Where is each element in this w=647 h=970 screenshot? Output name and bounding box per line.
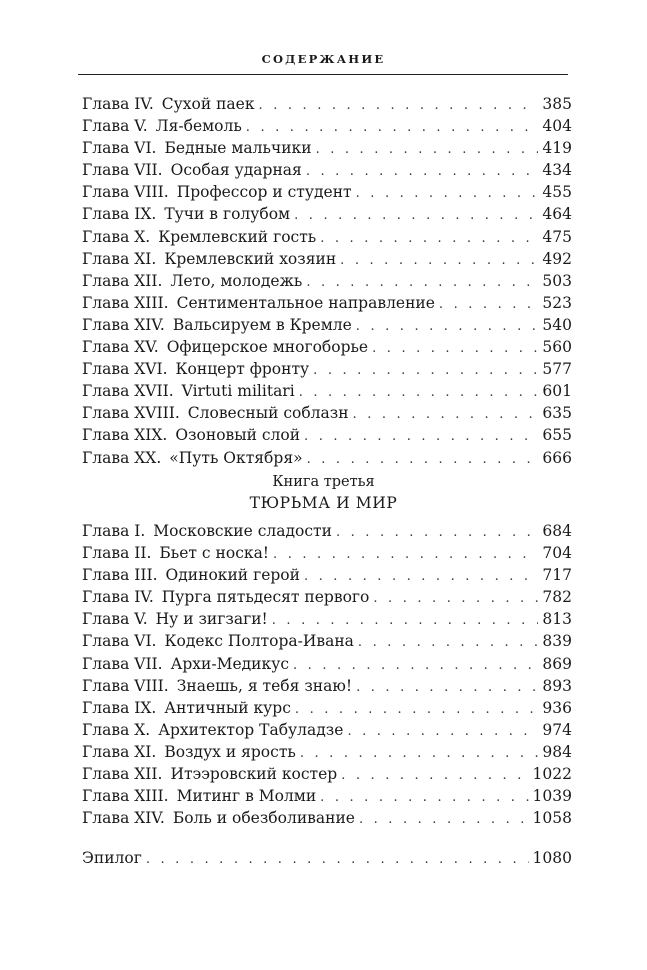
page-number: 523: [542, 293, 572, 312]
leader-dots: [356, 677, 538, 699]
leader-dots: [273, 544, 538, 566]
chapter-title: Митинг в Молми: [176, 787, 317, 806]
chapter-title: Боль и обезболивание: [172, 809, 355, 828]
page-number: 813: [542, 610, 572, 629]
chapter-title: Кремлевский хозяин: [164, 249, 337, 268]
page-number: 869: [542, 654, 572, 673]
leader-dots: [299, 382, 539, 404]
entry-label: [82, 159, 302, 181]
toc-epilogue: [82, 847, 572, 869]
leader-dots: [336, 522, 538, 544]
toc-entry[interactable]: [82, 380, 572, 402]
entry-page: 1080: [532, 849, 572, 867]
chapter-title: Кремлевский гость: [158, 227, 317, 246]
chapter-title: Лето, молодежь: [170, 271, 303, 290]
page-number: 893: [542, 676, 572, 695]
chapter-title: Вальсируем в Кремле: [172, 315, 352, 334]
book-subtitle: Книга третья: [272, 474, 375, 490]
toc-entry[interactable]: [82, 358, 572, 380]
toc-entry[interactable]: [82, 447, 572, 469]
chapter-title: Бьет с носка!: [159, 544, 270, 563]
leader-dots: [300, 743, 539, 765]
chapter-title: Архитектор Табуладзе: [158, 720, 344, 739]
page-number: 601: [542, 382, 572, 401]
chapter-number: Глава XVII.: [82, 382, 174, 401]
entry-label: [82, 785, 316, 807]
entry-label: [82, 336, 368, 358]
page-number: 635: [542, 404, 572, 423]
page-number: 655: [542, 426, 572, 445]
chapter-number: Глава XI.: [82, 742, 157, 761]
page-number: 1022: [532, 765, 572, 784]
entry-label: [82, 314, 352, 336]
entry-label: [82, 115, 242, 137]
page-number: 434: [542, 161, 572, 180]
toc-entry[interactable]: [82, 697, 572, 719]
book-title: ТЮРЬМА И МИР: [249, 494, 398, 512]
page-number: 404: [542, 117, 572, 136]
chapter-title: Знаешь, я тебя знаю!: [176, 676, 353, 695]
page-number: 782: [542, 588, 572, 607]
chapter-title: Словесный соблазн: [187, 404, 349, 423]
toc-section-book3: [82, 520, 572, 829]
leader-dots: [320, 228, 538, 250]
entry-label: [82, 520, 332, 542]
page-number: 419: [542, 139, 572, 158]
entry-label: [82, 248, 336, 270]
entry-label: [82, 675, 352, 697]
chapter-title: Ля-бемоль: [155, 117, 242, 136]
toc-entry[interactable]: [82, 181, 572, 203]
chapter-title: Московские сладости: [153, 522, 332, 540]
chapter-title: Озоновый слой: [175, 426, 301, 445]
toc-entry[interactable]: [82, 270, 572, 292]
page-number: 839: [542, 632, 572, 651]
leader-dots: [259, 95, 539, 117]
page-number: 455: [542, 183, 572, 202]
page-number: 984: [542, 742, 572, 761]
chapter-number: Глава II.: [82, 544, 152, 563]
header-divider: [78, 74, 568, 75]
chapter-number: Глава V.: [82, 610, 148, 629]
entry-label: [82, 424, 300, 446]
toc-entry[interactable]: [82, 564, 572, 586]
entry-label: [82, 542, 269, 564]
entry-label: [82, 653, 289, 675]
leader-dots: [356, 316, 539, 338]
leader-dots: [146, 849, 529, 871]
entry-label: [82, 292, 435, 314]
chapter-title: Итээровский костер: [170, 765, 338, 784]
chapter-title: Профессор и студент: [176, 183, 352, 202]
page-number: 1058: [532, 809, 572, 828]
leader-dots: [306, 161, 539, 183]
chapter-number: Глава IV.: [82, 95, 154, 113]
chapter-number: Глава X.: [82, 720, 151, 739]
chapter-number: Глава IX.: [82, 205, 157, 224]
chapter-number: Глава XX.: [82, 448, 162, 467]
chapter-number: Глава IV.: [82, 588, 154, 607]
leader-dots: [306, 272, 538, 294]
toc-entry[interactable]: [82, 402, 572, 424]
chapter-number: Глава XVI.: [82, 360, 168, 379]
leader-dots: [246, 117, 539, 139]
toc-entry[interactable]: [82, 807, 572, 829]
entry-label: [82, 137, 312, 159]
leader-dots: [316, 139, 539, 161]
toc-entry[interactable]: [82, 336, 572, 358]
page-number: 684: [542, 522, 572, 540]
entry-label: [82, 608, 268, 630]
page-number: 717: [542, 566, 572, 585]
chapter-number: Глава V.: [82, 117, 148, 136]
entry-label: [82, 447, 303, 469]
toc-entry[interactable]: [82, 159, 572, 181]
entry-label: [82, 402, 349, 424]
chapter-number: Глава VIII.: [82, 183, 169, 202]
entry-label: [82, 763, 337, 785]
chapter-number: Глава X.: [82, 227, 151, 246]
chapter-title: Архи-Медикус: [170, 654, 290, 673]
page-number: 464: [542, 205, 572, 224]
chapter-title: Офицерское многоборье: [166, 338, 369, 357]
leader-dots: [320, 787, 528, 809]
entry-label: [82, 697, 291, 719]
leader-dots: [358, 632, 539, 654]
chapter-number: Глава XVIII.: [82, 404, 180, 423]
toc-entry[interactable]: [82, 248, 572, 270]
chapter-title: Кодекс Полтора-Ивана: [164, 632, 354, 651]
leader-dots: [304, 426, 538, 448]
chapter-title: Сентиментальное направление: [176, 293, 435, 312]
chapter-number: Глава XIV.: [82, 809, 165, 828]
entry-label: [82, 630, 354, 652]
entry-label: [82, 380, 295, 402]
entry-label: [82, 226, 316, 248]
chapter-title: Одинокий герой: [165, 566, 300, 585]
toc-entry-epilogue[interactable]: [82, 847, 572, 869]
toc-entry[interactable]: [82, 115, 572, 137]
page-number: 1039: [532, 787, 572, 806]
page-number: 475: [542, 227, 572, 246]
page-number: 974: [542, 720, 572, 739]
leader-dots: [295, 699, 539, 721]
toc-entry[interactable]: [82, 137, 572, 159]
chapter-number: Глава VII.: [82, 161, 163, 180]
chapter-number: Глава IX.: [82, 698, 157, 717]
chapter-number: Глава VI.: [82, 139, 157, 158]
page-number: 560: [542, 338, 572, 357]
toc-entry[interactable]: [82, 542, 572, 564]
toc-entry[interactable]: [82, 630, 572, 652]
chapter-number: Глава I.: [82, 522, 146, 540]
chapter-number: Глава XIII.: [82, 293, 169, 312]
entry-label: [82, 719, 343, 741]
entry-label: [82, 586, 369, 608]
chapter-title: Тучи в голубом: [164, 205, 291, 224]
chapter-number: Глава XIII.: [82, 787, 169, 806]
page-number: 936: [542, 698, 572, 717]
toc-section-book2: [82, 93, 572, 469]
toc-entry[interactable]: [82, 203, 572, 225]
chapter-title: Особая ударная: [170, 161, 302, 180]
leader-dots: [353, 404, 539, 426]
leader-dots: [347, 721, 538, 743]
page-number: 385: [542, 95, 572, 113]
leader-dots: [313, 360, 538, 382]
toc-entry[interactable]: [82, 719, 572, 741]
chapter-title: Бедные мальчики: [164, 139, 312, 158]
entry-label: [82, 741, 296, 763]
leader-dots: [356, 183, 539, 205]
leader-dots: [294, 205, 538, 227]
page-number: 577: [542, 360, 572, 379]
page-number: 503: [542, 271, 572, 290]
chapter-title: Ну и зигзаги!: [155, 610, 268, 629]
chapter-number: Глава XIV.: [82, 315, 165, 334]
toc-entry[interactable]: [82, 520, 572, 542]
leader-dots: [304, 566, 538, 588]
chapter-number: Глава XIX.: [82, 426, 168, 445]
chapter-title: Античный курс: [164, 698, 291, 717]
leader-dots: [359, 809, 529, 831]
entry-label: [82, 270, 302, 292]
chapter-title: Сухой паек: [161, 95, 255, 113]
chapter-number: Глава VII.: [82, 654, 163, 673]
chapter-number: Глава XV.: [82, 338, 159, 357]
entry-label: [82, 358, 309, 380]
toc-entry[interactable]: [82, 785, 572, 807]
chapter-title: Пурга пятьдесят первого: [161, 588, 370, 607]
chapter-title: Воздух и ярость: [164, 742, 296, 761]
entry-label: [82, 181, 352, 203]
toc-entry[interactable]: [82, 653, 572, 675]
chapter-number: Глава VIII.: [82, 676, 169, 695]
entry-label: [82, 807, 355, 829]
chapter-title: Концерт фронту: [175, 360, 310, 379]
page-number: 704: [542, 544, 572, 563]
leader-dots: [341, 765, 528, 787]
chapter-number: Глава XII.: [82, 765, 163, 784]
toc-entry[interactable]: [82, 741, 572, 763]
chapter-title: «Путь Октября»: [169, 448, 303, 467]
entry-label: [82, 203, 290, 225]
leader-dots: [439, 294, 538, 316]
toc-entry[interactable]: [82, 763, 572, 785]
toc-entry[interactable]: [82, 608, 572, 630]
leader-dots: [293, 655, 538, 677]
toc-entry[interactable]: [82, 424, 572, 446]
entry-label: [82, 93, 255, 115]
leader-dots: [372, 338, 538, 360]
entry-label: [82, 564, 300, 586]
page-number: 540: [542, 315, 572, 334]
page-number: 492: [542, 249, 572, 268]
leader-dots: [340, 250, 538, 272]
chapter-number: Глава XI.: [82, 249, 157, 268]
entry-title: Эпилог: [82, 849, 142, 867]
leader-dots: [272, 610, 539, 632]
toc-entry[interactable]: [82, 226, 572, 248]
toc-entry[interactable]: [82, 292, 572, 314]
leader-dots: [373, 588, 538, 610]
toc-entry[interactable]: [82, 93, 572, 115]
toc-entry[interactable]: [82, 586, 572, 608]
leader-dots: [307, 449, 539, 471]
chapter-title: Virtuti militari: [181, 382, 295, 401]
page-header: СОДЕРЖАНИЕ: [261, 52, 386, 66]
toc-entry[interactable]: [82, 314, 572, 336]
toc-entry[interactable]: [82, 675, 572, 697]
chapter-number: Глава XII.: [82, 271, 163, 290]
chapter-number: Глава VI.: [82, 632, 157, 651]
chapter-number: Глава III.: [82, 566, 158, 585]
page-number: 666: [542, 448, 572, 467]
